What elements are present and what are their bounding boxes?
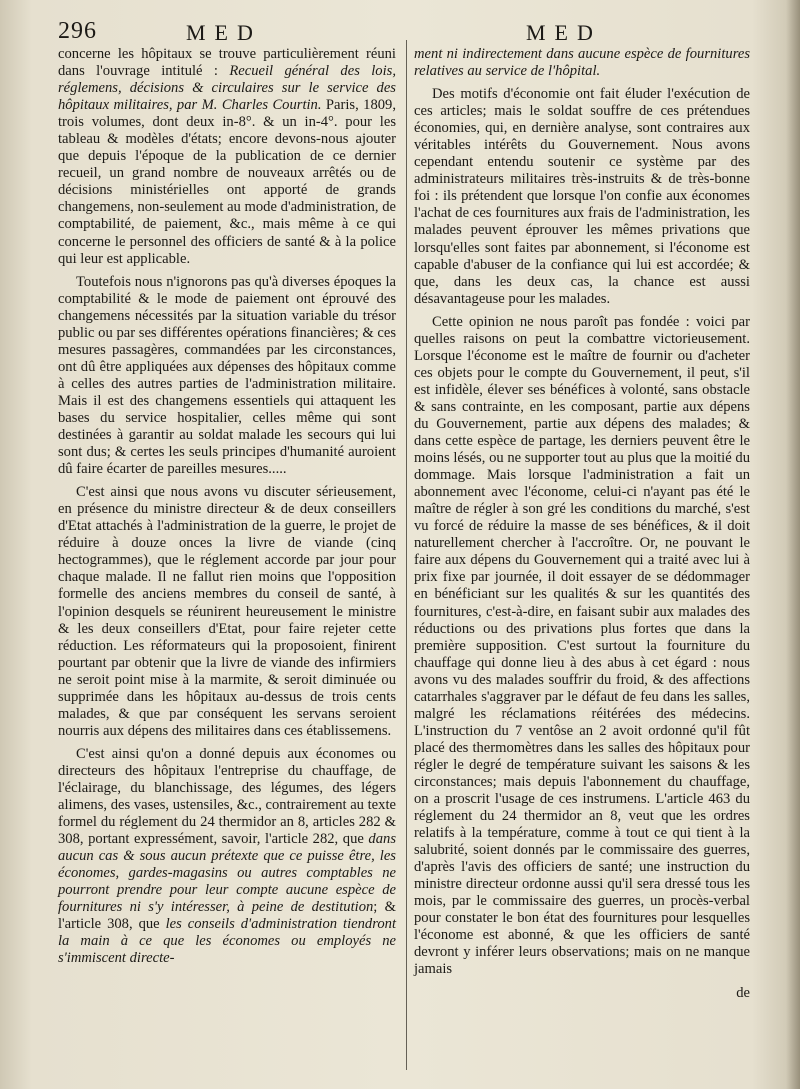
paragraph: Des motifs d'économie ont fait éluder l'exécution de ces articles; mais le soldat souffre de ces prétendues économies, qui, en dernière analyse, sont contraires aux véritables intérêts du Gouvernement. Nous avons cependant entendu soutenir ce système par des administrateurs militaires très-instruits & de très-bonne foi : ils prétendent que lorsque l'on confie aux économes l'achat de ces fournitures aux frais de l'administration, les malades peuvent éprouver les mêmes privations que lorsqu'elles sont faites par abonnement, si l'économe est capable d'abuser de la confiance qui lui est accordée; & que, dans les deux cas, la chance est aussi désavantageuse pour les malades. (414, 86, 750, 307)
text-span: concerne les hôpitaux se trouve particulièrement réuni dans l'ouvrage intitulé : (58, 46, 396, 80)
text-span: C'est ainsi qu'on a donné depuis aux économes ou directeurs des hôpitaux l'entreprise du chauffage, de l'éclairage, du blanchissage, des légumes, des légers alimens, des vases, ustensiles, &c., contrairement au texte formel du réglement du 24 thermidor an 8, articles 282 & 308, portant expressément, savoir, l'article 282, que (58, 745, 396, 848)
catchword: de (736, 984, 750, 1001)
page-number: 296 (58, 18, 97, 44)
italic-quote: les conseils d'administration tiendront la main à ce que les économes ou employés ne s'immiscent directe- (58, 916, 396, 967)
page-header (0, 16, 800, 46)
paragraph (58, 746, 396, 968)
running-head-left: MED (186, 20, 262, 45)
italic-quote: ment ni indirectement dans aucune espèce de fournitures relatives au service de l'hôpital. (414, 46, 750, 80)
italic-title: Recueil général des lois, réglemens, décisions & circulaires sur le service des hôpitaux militaires, par M. Charles Courtin. (58, 63, 396, 114)
paragraph-continued (414, 46, 750, 80)
text-span: ; & l'article 308, que (58, 899, 396, 933)
italic-quote: dans aucun cas & sous aucun prétexte que ce puisse être, les économes, gardes-magasins ou autres comptables ne pourront prendre pour leur compte aucune espèce de fournitures ni s'y intéresser, à peine de destitution (58, 831, 396, 916)
text-span: Paris, 1809, trois volumes, dont deux in-8°. & un in-4°. pour les tableau & modèles d'états; encore devons-nous ajouter que depuis l'époque de la publication de ce dernier recueil, un grand nombre de nouveaux arrêtés ou de décisions ministérielles ont apporté de grands changemens, non-seulement au mode d'administration, de comptabilité, de paiement, &c., mais même à ce qui concerne le personnel des officiers de santé & à la police qui leur est applicable. (58, 97, 396, 267)
paragraph: C'est ainsi que nous avons vu discuter sérieusement, en présence du ministre directeur & de deux conseillers d'Etat attachés à l'administration de la guerre, le projet de réduire à douze onces la livre de viande (cinq hectogrammes), que le réglement accorde par jour pour chaque malade. Il ne fallut rien moins que l'opposition formelle des anciens membres du conseil de santé, à l'opinion desquels se réunirent heureusement le ministre & les deux conseillers d'Etat, pour faire rejeter cette réduction. Les réformateurs qui la proposoient, finirent pourtant par obtenir que la livre de viande des infirmiers ne seroit point mise à la marmite, & seroit diminuée ou supprimée dans les hôpitaux au-dessus de trois cents malades, & que par conséquent les servans seroient nourris aux dépens des militaires dans ces établissemens. (58, 484, 396, 739)
paragraph-continued (58, 46, 396, 268)
running-head-right: MED (526, 20, 602, 45)
paragraph: Toutefois nous n'ignorons pas qu'à diverses époques la comptabilité & le mode de paiement ont éprouvé des changemens nécessités par la situation variable du trésor public ou par ses différentes opérations financières; & ces mesures passagères, commandées par les circonstances, ont dû être appliquées aux dépenses des hôpitaux comme à celles des autres parties de l'administration militaire. Mais il est des changemens essentiels qui attaquent les bases du service hospitalier, celles même qui sont destinées à garantir au soldat malade les secours qui lui sont dus; & certes les seuls principes d'humanité auroient dû faire écarter de pareilles mesures..... (58, 273, 396, 478)
page-edge-shadow (786, 0, 800, 1089)
column-divider (406, 40, 407, 1070)
right-column (414, 46, 750, 1002)
paragraph: Cette opinion ne nous paroît pas fondée : voici par quelles raisons on peut la combattre victorieusement. Lorsque l'économe est le maître de fournir ou d'acheter ces objets pour le compte du Gouvernement, il peut, s'il est infidèle, élever ses bénéfices à volonté, sans obstacle & sans contrainte, en les composant, partie aux dépens du Gouvernement, partie aux dépens des malades; & dans cette espèce de partage, les derniers peuvent être le moins lésés, ou ne supporter tout au plus que la moitié du dommage. Mais lorsque l'administration a fait un abonnement avec l'économe, celui-ci n'ayant pas été le maître de régler à son gré les conditions du marché, s'est vu forcé de réduire la masse de ses bénéfices, & il doit naturellement chercher à l'accroître. Or, ne pouvant le faire aux dépens du Gouvernement qui a traité avec lui à prix fixe par journée, il doit essayer de se dédommager en bénéficiant sur les qualités & sur les quantités des fournitures, c'est-à-dire, en faisant subir aux malades des réductions ou des privations plus fortes que dans la première supposition. C'est surtout la fourniture du chauffage qui donne lieu à des abus à cet égard : nous avons vu des malades souffrir du froid, & des affections catarrhales s'aggraver par le défaut de feu dans les salles, malgré les réclamations réitérées des médecins. L'instruction du 7 ventôse an 2 avoit ordonné qu'il fût placé des thermomètres dans les salles des hôpitaux pour régler le degré de température suivant les saisons & les circonstances; mais depuis l'abonnement du chauffage, on a proscrit l'usage de ces instrumens. L'article 463 du réglement du 24 thermidor an 8, veut que les ordres relatifs à la température, comme à tout ce qui tient à la salubrité, soient donnés par le commissaire des guerres, d'après l'avis des officiers de santé; une instruction du ministre directeur ordonne aussi qu'il sera dressé tous les mois, par le commissaire des guerres, un procès-verbal pour constater le bon état des fournitures pour lesquelles l'économe est abonné, & que les officiers de santé devront y inférer leurs observations; mais on ne manque jamais (414, 313, 750, 978)
left-column (58, 46, 396, 973)
